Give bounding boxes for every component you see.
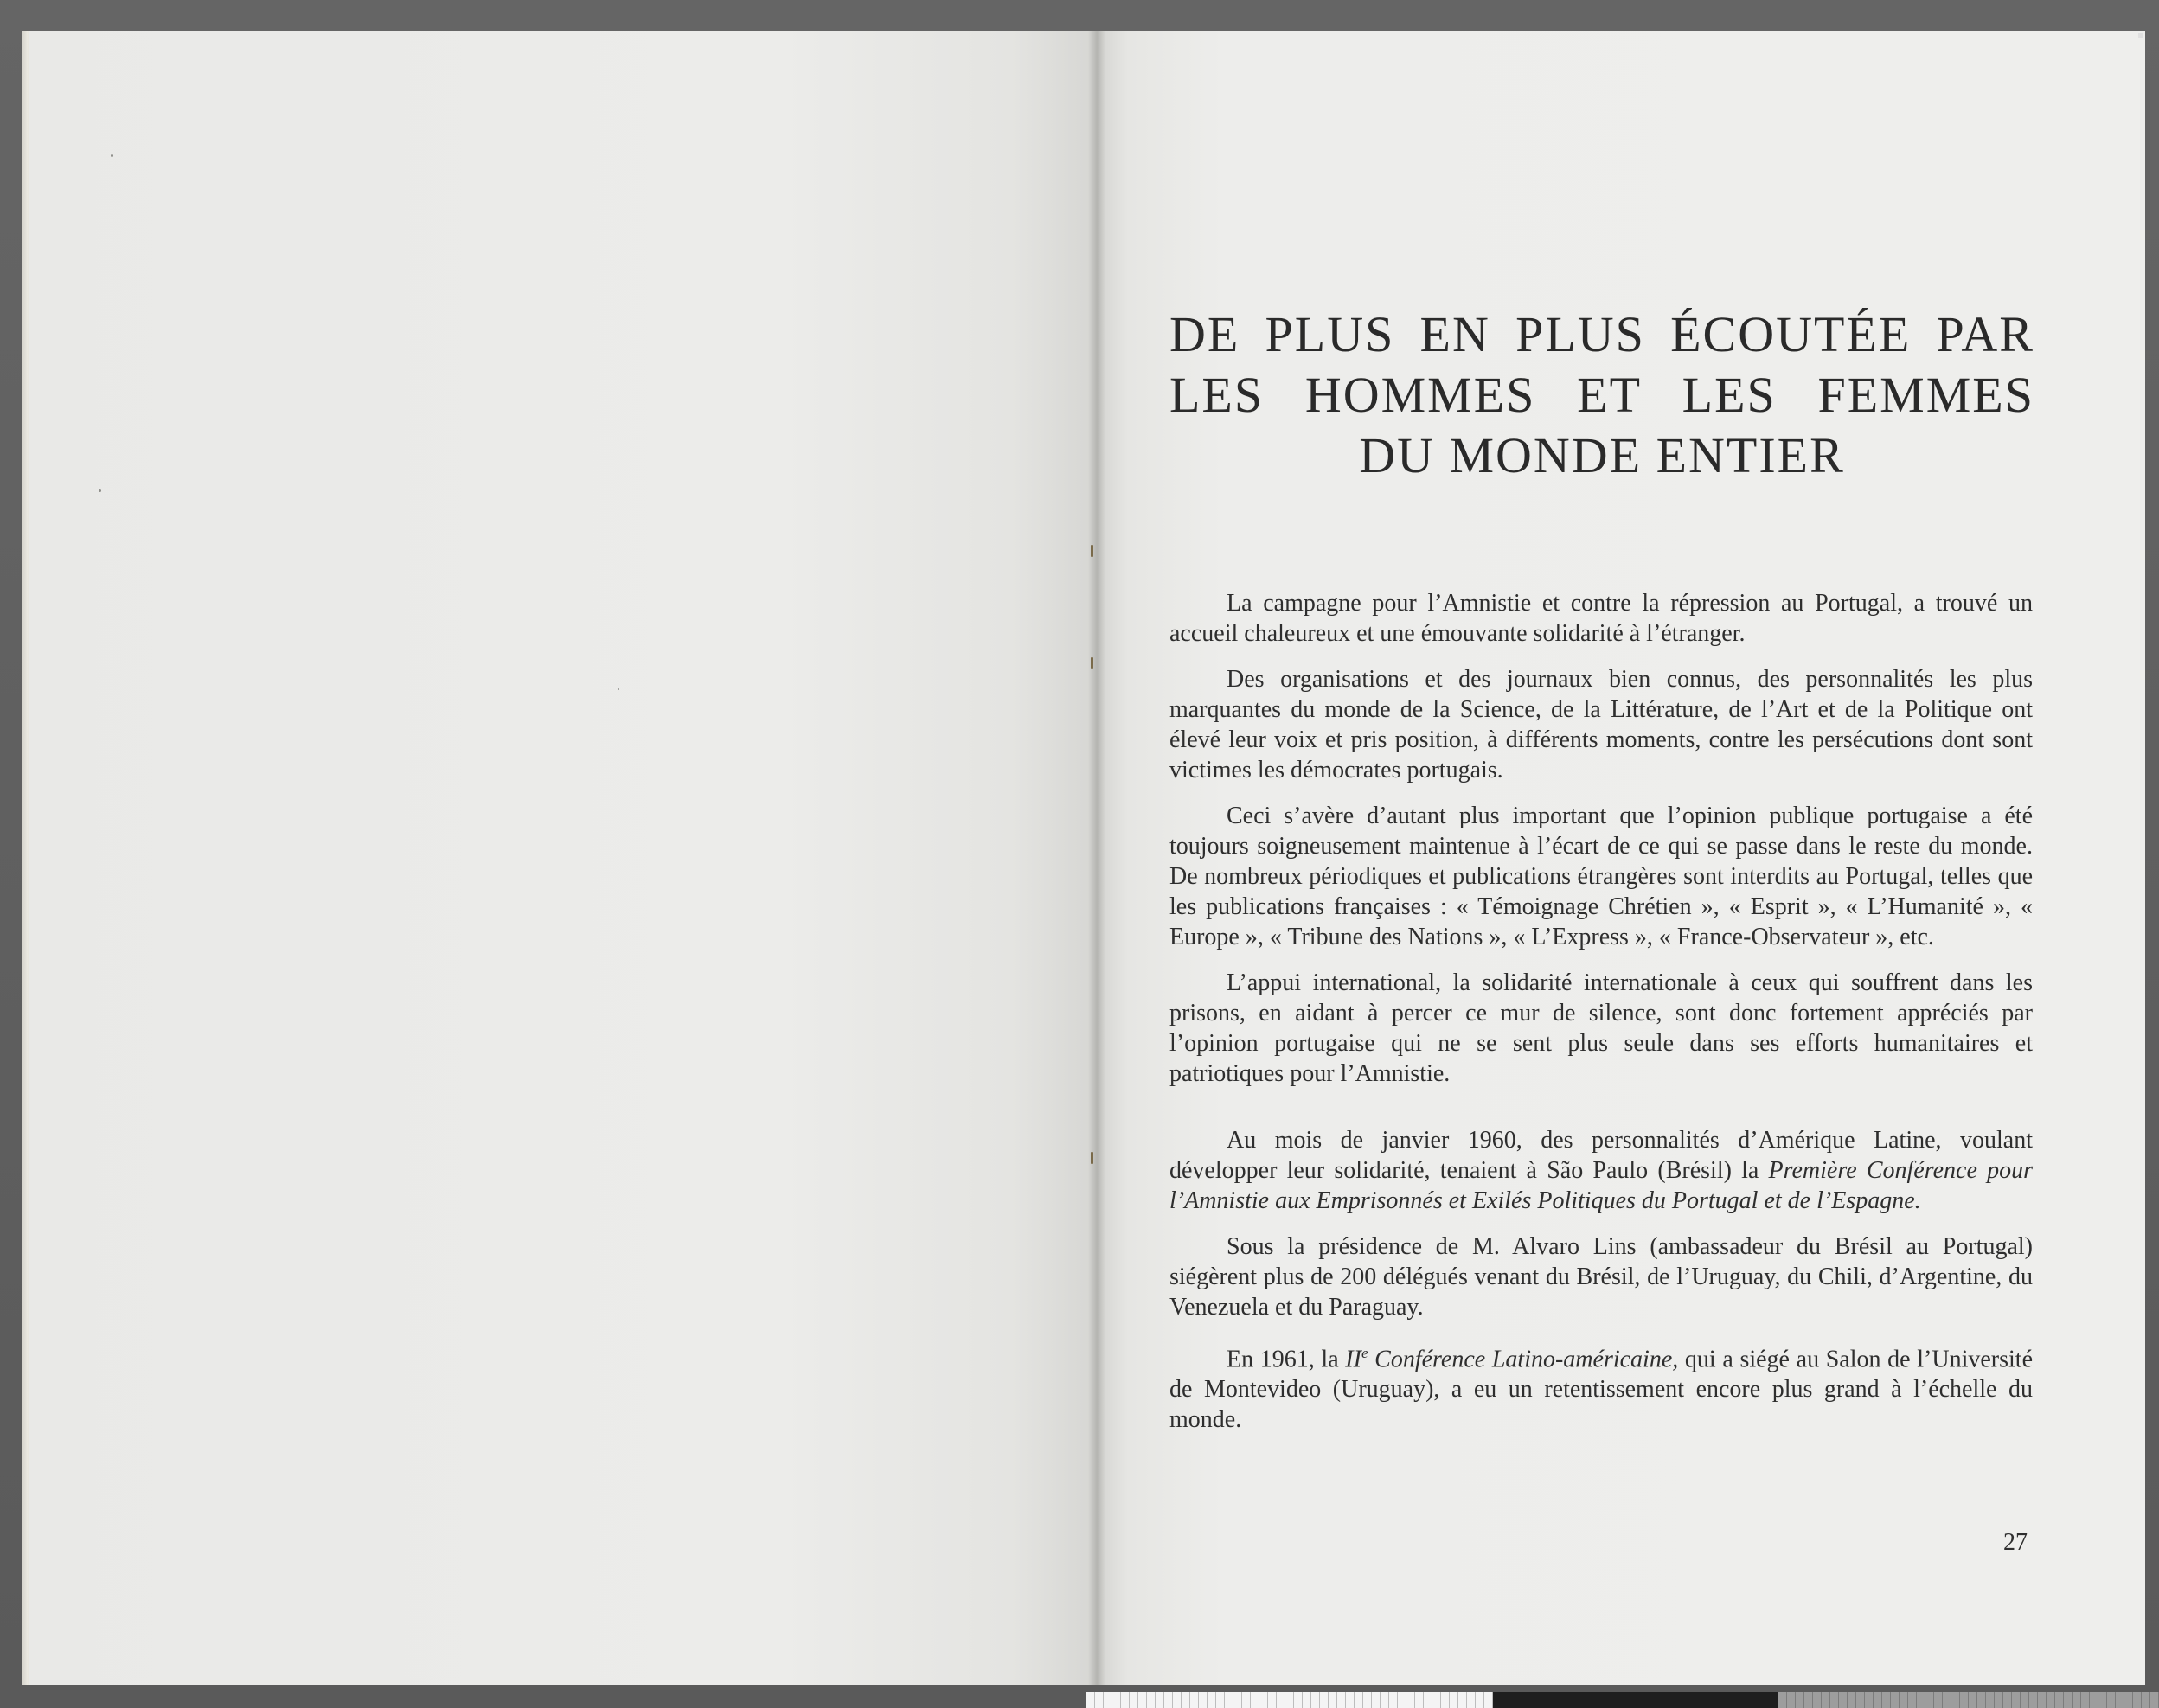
paragraph-3: Ceci s’avère d’autant plus important que l’opinion publique portugaise a été toujours soigneusement maintenue à l’écart de ce qui se passe dans le reste du monde. De nombreux périodiques et publications étrangères sont interdits au Portugal, telles que les publications françaises : « Témoignage Chrétien », « Esprit », « L’Humanité », « Europe », « Tribune des Nations », « L’Express », « France-Observateur », etc. [1169, 803, 2033, 950]
article-body [1169, 588, 2033, 1450]
binding-staple [1091, 1152, 1093, 1164]
paragraph-7-roman-numeral: II [1345, 1346, 1361, 1373]
paragraph-7-text-after: qui a siégé au Salon de l’Université de Montevideo (Uruguay), a eu un retentissement encore plus grand à l’échelle du monde. [1169, 1346, 2033, 1434]
paper-speck [99, 489, 101, 492]
paper-speck [618, 688, 619, 690]
paragraph-5-italic: Première Conférence pour l’Amnistie aux Emprisonnés et Exilés Politiques du Portugal et de l’Espagne. [1169, 1157, 2033, 1214]
paragraph-6: Sous la présidence de M. Alvaro Lins (ambassadeur du Brésil au Portugal) siégèrent plus de 200 délégués venant du Brésil, de l’Uruguay, du Chili, d’Argentine, du Venezuela et du Paraguay. [1169, 1233, 2033, 1321]
binding-staple [1091, 545, 1093, 557]
scan-color-ruler [1086, 1692, 2159, 1708]
paper-speck [111, 154, 113, 157]
paragraph-7-superscript: e [1361, 1345, 1368, 1361]
paragraph-7-italic: Conférence Latino-américaine, [1368, 1346, 1679, 1373]
binding-staple [1091, 657, 1093, 669]
paragraph-5 [1169, 1125, 2033, 1216]
paragraph-7 [1169, 1338, 2033, 1435]
ruler-white-segment [1086, 1692, 1493, 1708]
title-line-2: LES HOMMES ET LES FEMMES [1169, 367, 2034, 423]
ruler-gray-segment [1778, 1692, 2159, 1708]
title-line-1: DE PLUS EN PLUS ÉCOUTÉE PAR [1169, 306, 2034, 362]
page-corner-mark [2138, 33, 2143, 38]
title-line-3: DU MONDE ENTIER [1359, 427, 1845, 483]
paragraph-1: La campagne pour l’Amnistie et contre la répression au Portugal, a trouvé un accueil chaleureux et une émouvante solidarité à l’étranger. [1169, 590, 2033, 647]
paragraph-5-text: Au mois de janvier 1960, des personnalités d’Amérique Latine, voulant développer leur solidarité, tenaient à São Paulo (Brésil) la [1169, 1127, 2033, 1184]
page-number: 27 [2003, 1529, 2028, 1556]
paragraph-2: Des organisations et des journaux bien connus, des personnalités les plus marquantes du monde de la Science, de la Littérature, de l’Art et de la Politique ont élevé leur voix et pris position, à différents moments, contre les persécutions dont sont victimes les démocrates portugais. [1169, 666, 2033, 784]
booklet-gutter [1088, 31, 1105, 1685]
page-title [1169, 304, 2034, 486]
paragraph-4: L’appui international, la solidarité internationale à ceux qui souffrent dans les prisons, en aidant à percer ce mur de silence, sont donc fortement appréciés par l’opinion portugaise qui ne se sent plus seule dans ses efforts humanitaires et patriotiques pour l’Amnistie. [1169, 969, 2033, 1087]
paragraph-7-text: En 1961, la [1227, 1346, 1346, 1373]
ruler-black-segment [1493, 1692, 1778, 1708]
left-page-blank [29, 31, 1097, 1685]
